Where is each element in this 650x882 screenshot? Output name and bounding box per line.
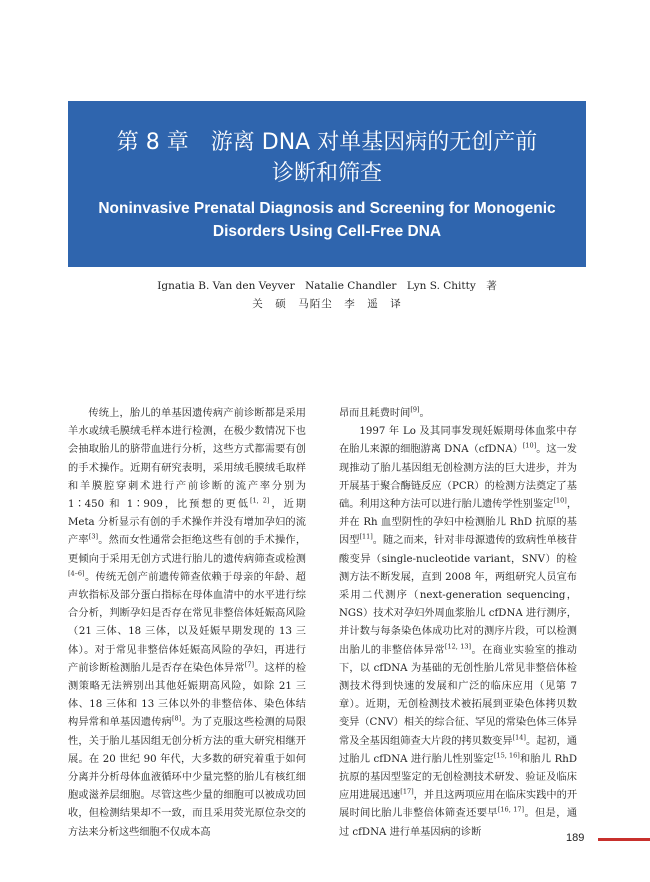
citation: [15, 16] xyxy=(493,751,520,760)
citation: [4–6] xyxy=(68,569,85,578)
footer-accent-bar xyxy=(598,838,650,841)
citation: [7] xyxy=(244,660,255,669)
page-number: 189 xyxy=(566,832,585,844)
translator-credits: 关 硕 马陌尘 李 遥 译 xyxy=(252,298,402,310)
citation: [10] xyxy=(522,442,537,451)
body-column-left xyxy=(68,405,306,842)
citation: [16, 17] xyxy=(497,806,525,815)
citation: [1, 2] xyxy=(250,496,270,505)
chapter-title-en-line2: Disorders Using Cell-Free DNA xyxy=(212,223,442,240)
citation: [12, 13] xyxy=(444,642,472,651)
chapter-title-en-line1: Noninvasive Prenatal Diagnosis and Screening for Monogenic xyxy=(98,200,556,217)
citation: [11] xyxy=(359,533,373,542)
paragraph: 传统上，胎儿的单基因遗传病产前诊断都是采用羊水或绒毛膜绒毛样本进行检测，在极少数情况下也会抽取胎儿的脐带血进行分析，这些方式都需要有创的手术操作。近期有研究表明，采用绒毛膜绒毛取样和羊膜腔穿刺术进行产前诊断的流产率分别为 1∶450 和 1∶909，比预想的更低[1, 2]，近期 Meta 分析显示有创的手术操作并没有增加孕妇的流产率[3]。然而女性通常会拒绝这些有创的手术操作，更倾向于采用无创方式进行胎儿的遗传病筛查或检测[4–6]。传统无创产前遗传筛查依赖于母亲的年龄、超声软指标及部分蛋白指标在母体血清中的水平进行综合分析，判断孕妇是否存在常见非整倍体妊娠高风险（21 三体、18 三体，以及妊娠早期发现的 13 三体）。对于常见非整倍体妊娠高风险的孕妇，再进行产前诊断检测胎儿是否存在染色体异常[7]。这样的检测策略无法辨别出其他妊娠期高风险，如除 21 三体、18 三体和 13 三体以外的非整倍体、染色体结构异常和单基因遗传病[8]。为了克服这些检测的局限性，关于胎儿基因组无创分析方法的重大研究相继开展。在 20 世纪 90 年代，大多数的研究着重于如何分离并分析母体血液循环中少量完整的胎儿有核红细胞或滋养层细胞。尽管这些少量的细胞可以被成功回收，但检测结果却不一致，而且采用荧光原位杂交的方法来分析这些细胞不仅成本高 xyxy=(68,408,307,838)
citation: [14] xyxy=(512,733,526,742)
paragraph: 1997 年 Lo 及其同事发现妊娠期母体血浆中存在胎儿来源的细胞游离 DNA（cfDNA）[10]。这一发现推动了胎儿基因组无创检测方法的巨大进步，并为开展基于聚合酶链反应（PCR）的检测方法奠定了基础。利用这种方法可以进行胎儿遗传学性别鉴定[10]，并在 Rh 血型阴性的孕妇中检测胎儿 RhD 抗原的基因型[11]。随之而来，针对非母源遗传的致病性单核苷酸变异（single-nucleotide variant，SNV）的检测方法不断发展，直到 2008 年，两组研究人员宣布采用二代测序（next-generation sequencing，NGS）技术对孕妇外周血浆胎儿 cfDNA 进行测序，并计数与每条染色体成功比对的测序片段，可以检测出胎儿的非整倍体异常[12, 13]。在商业实验室的推动下，以 cfDNA 为基础的无创性胎儿常见非整倍体检测技术得到快速的发展和广泛的临床应用（见第 7 章）。近期，无创检测技术被拓展到亚染色体拷贝数变异（CNV）相关的综合征、罕见的常染色体三体异常及全基因组筛查大片段的拷贝数变异[14]。起初，通过胎儿 cfDNA 进行胎儿性别鉴定[15, 16]和胎儿 RhD 抗原的基因型鉴定的无创检测技术研发、验证及临床应用进展迅速[17]，并且这两项应用在临床实践中的开展时间比胎儿非整倍体筛查还要早[16, 17]。但是，通过 cfDNA 进行单基因病的诊断 xyxy=(339,426,578,838)
citation: [3] xyxy=(88,533,99,542)
chapter-title-cn-line2: 诊断和筛查 xyxy=(271,161,382,186)
chapter-title-banner xyxy=(68,101,586,267)
citation: [9] xyxy=(410,405,420,414)
paragraph-continuation: 昂而且耗费时间[9]。 xyxy=(339,405,430,419)
author-credits: Ignatia B. Van den Veyver Natalie Chandler Lyn S. Chitty 著 xyxy=(157,280,497,292)
citation: [8] xyxy=(172,715,182,724)
chapter-title-cn-line1: 第 8 章 游离 DNA 对单基因病的无创产前 xyxy=(116,130,538,155)
citation: [10] xyxy=(553,496,567,505)
citation: [17] xyxy=(400,787,414,796)
body-column-right xyxy=(339,405,577,842)
